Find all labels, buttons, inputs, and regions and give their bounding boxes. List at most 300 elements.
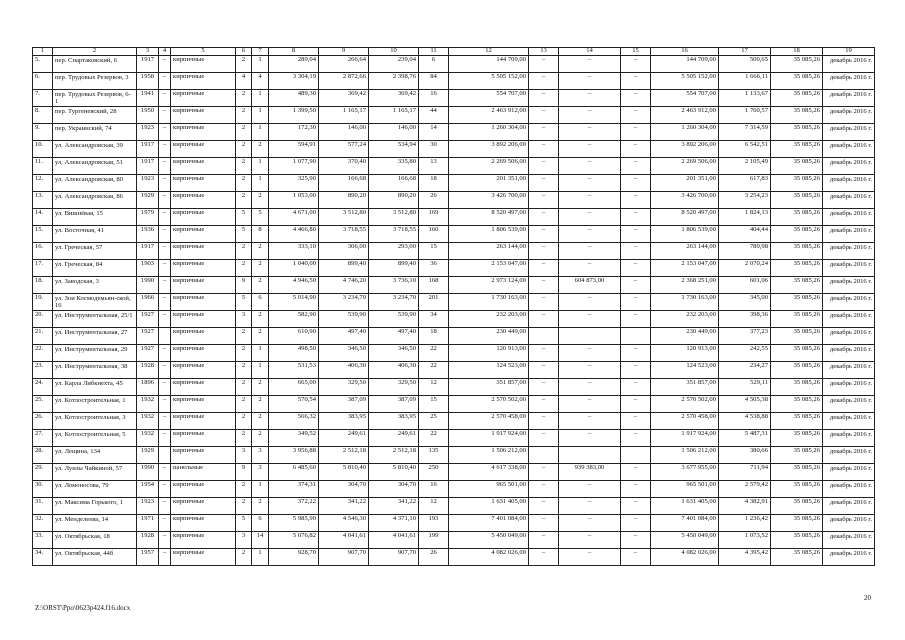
table-row [33, 379, 875, 396]
table-row [33, 226, 875, 243]
floors-cell: 2 [236, 107, 252, 124]
header-cell: 15 [621, 48, 651, 56]
row-number-cell: 25. [33, 396, 53, 413]
residential-area-cell: 907,70 [369, 549, 419, 566]
year-built-cell: 1923 [137, 498, 159, 515]
address-cell: ул. Менделеева, 14 [53, 515, 137, 532]
row-number-cell: 34. [33, 549, 53, 566]
residential-area-cell: 1 165,17 [369, 107, 419, 124]
table-row [33, 90, 875, 107]
living-area-cell: 406,30 [319, 362, 369, 379]
deadline-cell: декабрь 2016 г. [823, 226, 875, 243]
total-area-cell: 570,54 [269, 396, 319, 413]
owners-cost-cell: 144 709,00 [651, 56, 719, 73]
deadline-cell: декабрь 2016 г. [823, 124, 875, 141]
max-cost-cell: 35 085,26 [771, 379, 823, 396]
total-cost-cell: 5 505 152,00 [449, 73, 529, 90]
regional-budget-cell: – [559, 90, 621, 107]
fund-cost-cell: – [529, 345, 559, 362]
residents-cell: 15 [419, 243, 449, 260]
owners-cost-cell: 554 707,00 [651, 90, 719, 107]
local-budget-cell: – [621, 532, 651, 549]
owners-cost-cell: 8 520 497,00 [651, 209, 719, 226]
floors-cell: 2 [236, 243, 252, 260]
wall-material-cell: панельные [171, 464, 236, 481]
wall-material-cell: кирпичные [171, 515, 236, 532]
entrances-cell: 2 [252, 430, 269, 447]
residential-area-cell: 3 512,80 [369, 209, 419, 226]
header-cell: 8 [269, 48, 319, 56]
row-number-cell: 6. [33, 73, 53, 90]
max-cost-cell: 35 085,26 [771, 107, 823, 124]
floors-cell: 2 [236, 362, 252, 379]
address-cell: ул. Вишнёвая, 15 [53, 209, 137, 226]
row-number-cell: 29. [33, 464, 53, 481]
max-cost-cell: 35 085,26 [771, 141, 823, 158]
total-area-cell: 374,31 [269, 481, 319, 498]
wall-material-cell: кирпичные [171, 209, 236, 226]
wall-material-cell: кирпичные [171, 345, 236, 362]
deadline-cell: декабрь 2016 г. [823, 549, 875, 566]
total-area-cell: 349,52 [269, 430, 319, 447]
residential-area-cell: 341,22 [369, 498, 419, 515]
wall-material-cell: кирпичные [171, 549, 236, 566]
regional-budget-cell: – [559, 515, 621, 532]
entrances-cell: 2 [252, 243, 269, 260]
year-built-cell: 1929 [137, 447, 159, 464]
owners-cost-cell: 120 913,00 [651, 345, 719, 362]
table-row [33, 243, 875, 260]
wall-material-cell: кирпичные [171, 379, 236, 396]
total-area-cell: 1 077,90 [269, 158, 319, 175]
max-cost-cell: 35 085,26 [771, 124, 823, 141]
header-cell: 19 [823, 48, 875, 56]
wall-material-cell: кирпичные [171, 158, 236, 175]
address-cell: ул. Максима Горького, 1 [53, 498, 137, 515]
total-cost-cell: 1 806 539,00 [449, 226, 529, 243]
max-cost-cell: 35 085,26 [771, 175, 823, 192]
deadline-cell: декабрь 2016 г. [823, 447, 875, 464]
fund-cost-cell: – [529, 549, 559, 566]
owners-cost-cell: 263 144,00 [651, 243, 719, 260]
living-area-cell: 166,68 [319, 175, 369, 192]
residents-cell: 34 [419, 311, 449, 328]
living-area-cell: 370,40 [319, 158, 369, 175]
residential-area-cell: 304,70 [369, 481, 419, 498]
entrances-cell: 1 [252, 362, 269, 379]
total-area-cell: 6 485,60 [269, 464, 319, 481]
row-number-cell: 8. [33, 107, 53, 124]
floors-cell: 2 [236, 90, 252, 107]
living-area-cell: 3 512,80 [319, 209, 369, 226]
wall-material-cell: кирпичные [171, 413, 236, 430]
deadline-cell: декабрь 2016 г. [823, 328, 875, 345]
cost-per-sqm-cell: 4 538,88 [719, 413, 771, 430]
total-cost-cell: 1 260 304,00 [449, 124, 529, 141]
entrances-cell: 1 [252, 549, 269, 566]
wall-material-cell: кирпичные [171, 481, 236, 498]
table-row [33, 413, 875, 430]
entrances-cell: 2 [252, 141, 269, 158]
residents-cell: 135 [419, 447, 449, 464]
residential-area-cell: 5 810,40 [369, 464, 419, 481]
residents-cell: 14 [419, 124, 449, 141]
living-area-cell: 497,40 [319, 328, 369, 345]
total-area-cell: 333,10 [269, 243, 319, 260]
deadline-cell: декабрь 2016 г. [823, 175, 875, 192]
residents-cell: 22 [419, 362, 449, 379]
year-renovated-cell: – [159, 175, 171, 192]
deadline-cell: декабрь 2016 г. [823, 294, 875, 311]
cost-per-sqm-cell: 1 666,11 [719, 73, 771, 90]
regional-budget-cell: – [559, 260, 621, 277]
max-cost-cell: 35 085,26 [771, 481, 823, 498]
table-row [33, 464, 875, 481]
deadline-cell: декабрь 2016 г. [823, 192, 875, 209]
address-cell: ул. Александровская, 39 [53, 141, 137, 158]
table-row [33, 345, 875, 362]
local-budget-cell: – [621, 498, 651, 515]
header-cell: 9 [319, 48, 369, 56]
residents-cell: 168 [419, 277, 449, 294]
floors-cell: 3 [236, 532, 252, 549]
residential-area-cell: 383,95 [369, 413, 419, 430]
total-cost-cell: 351 857,00 [449, 379, 529, 396]
header-cell: 18 [771, 48, 823, 56]
total-cost-cell: 120 913,00 [449, 345, 529, 362]
max-cost-cell: 35 085,26 [771, 549, 823, 566]
cost-per-sqm-cell: 4 505,38 [719, 396, 771, 413]
year-built-cell: 1954 [137, 481, 159, 498]
row-number-cell: 14. [33, 209, 53, 226]
total-area-cell: 610,90 [269, 328, 319, 345]
floors-cell: 2 [236, 498, 252, 515]
deadline-cell: декабрь 2016 г. [823, 107, 875, 124]
row-number-cell: 11. [33, 158, 53, 175]
floors-cell: 2 [236, 175, 252, 192]
residential-area-cell: 406,30 [369, 362, 419, 379]
year-built-cell: 1932 [137, 413, 159, 430]
owners-cost-cell: 1 260 304,00 [651, 124, 719, 141]
owners-cost-cell: 3 892 206,00 [651, 141, 719, 158]
total-area-cell: 4 671,00 [269, 209, 319, 226]
year-renovated-cell: – [159, 209, 171, 226]
cost-per-sqm-cell: 234,27 [719, 362, 771, 379]
year-built-cell: 1923 [137, 175, 159, 192]
total-area-cell: 289,04 [269, 56, 319, 73]
address-cell: ул. Александровская, 86 [53, 192, 137, 209]
total-cost-cell: 4 617 338,00 [449, 464, 529, 481]
total-cost-cell: 4 082 026,00 [449, 549, 529, 566]
year-renovated-cell: – [159, 515, 171, 532]
max-cost-cell: 35 085,26 [771, 192, 823, 209]
fund-cost-cell: – [529, 515, 559, 532]
owners-cost-cell: 2 463 912,00 [651, 107, 719, 124]
year-renovated-cell: – [159, 549, 171, 566]
residents-cell: 201 [419, 294, 449, 311]
row-number-cell: 23. [33, 362, 53, 379]
table-row [33, 396, 875, 413]
deadline-cell: декабрь 2016 г. [823, 515, 875, 532]
fund-cost-cell: – [529, 294, 559, 311]
year-built-cell: 1917 [137, 243, 159, 260]
entrances-cell: 3 [252, 447, 269, 464]
deadline-cell: декабрь 2016 г. [823, 430, 875, 447]
living-area-cell: 341,22 [319, 498, 369, 515]
header-cell: 1 [33, 48, 53, 56]
table-body [33, 48, 875, 566]
entrances-cell: 6 [252, 515, 269, 532]
floors-cell: 2 [236, 328, 252, 345]
year-renovated-cell [159, 328, 171, 345]
residential-area-cell: 239,04 [369, 56, 419, 73]
total-cost-cell: 965 501,00 [449, 481, 529, 498]
year-built-cell: 1927 [137, 311, 159, 328]
max-cost-cell: 35 085,26 [771, 243, 823, 260]
regional-budget-cell: – [559, 413, 621, 430]
total-cost-cell: 201 351,00 [449, 175, 529, 192]
wall-material-cell: кирпичные [171, 294, 236, 311]
living-area-cell: 890,20 [319, 192, 369, 209]
regional-budget-cell: – [559, 379, 621, 396]
total-area-cell: 594,91 [269, 141, 319, 158]
living-area-cell: 4 746,20 [319, 277, 369, 294]
local-budget-cell: – [621, 464, 651, 481]
address-cell: ул. Октябрьская, 18 [53, 532, 137, 549]
max-cost-cell: 35 085,26 [771, 260, 823, 277]
local-budget-cell: – [621, 90, 651, 107]
residents-cell: 30 [419, 141, 449, 158]
table-row [33, 532, 875, 549]
regional-budget-cell: – [559, 73, 621, 90]
total-area-cell: 928,70 [269, 549, 319, 566]
fund-cost-cell: – [529, 430, 559, 447]
row-number-cell: 20. [33, 311, 53, 328]
total-area-cell: 1 399,50 [269, 107, 319, 124]
year-renovated-cell [159, 447, 171, 464]
table-row [33, 141, 875, 158]
entrances-cell: 1 [252, 175, 269, 192]
regional-budget-cell: – [559, 498, 621, 515]
year-built-cell: 1903 [137, 260, 159, 277]
local-budget-cell: – [621, 277, 651, 294]
living-area-cell: 329,50 [319, 379, 369, 396]
table-row [33, 192, 875, 209]
living-area-cell: 146,00 [319, 124, 369, 141]
regional-budget-cell: – [559, 294, 621, 311]
total-area-cell: 566,32 [269, 413, 319, 430]
owners-cost-cell: 2 368 251,00 [651, 277, 719, 294]
residential-area-cell: 329,50 [369, 379, 419, 396]
cost-per-sqm-cell: 601,06 [719, 277, 771, 294]
table-row [33, 498, 875, 515]
year-renovated-cell: – [159, 464, 171, 481]
row-number-cell: 7. [33, 90, 53, 107]
year-renovated-cell: – [159, 260, 171, 277]
max-cost-cell: 35 085,26 [771, 311, 823, 328]
year-built-cell: 1979 [137, 209, 159, 226]
owners-cost-cell: 3 426 700,00 [651, 192, 719, 209]
total-cost-cell: 2 153 047,00 [449, 260, 529, 277]
year-built-cell: 1928 [137, 362, 159, 379]
deadline-cell: декабрь 2016 г. [823, 498, 875, 515]
cost-per-sqm-cell: 2 579,42 [719, 481, 771, 498]
year-renovated-cell: – [159, 362, 171, 379]
fund-cost-cell: – [529, 226, 559, 243]
fund-cost-cell: – [529, 464, 559, 481]
cost-per-sqm-cell: 345,00 [719, 294, 771, 311]
floors-cell: 2 [236, 141, 252, 158]
local-budget-cell: – [621, 396, 651, 413]
address-cell: ул. Карла Либкнехта, 45 [53, 379, 137, 396]
residents-cell: 26 [419, 192, 449, 209]
header-cell: 10 [369, 48, 419, 56]
residents-cell: 18 [419, 328, 449, 345]
local-budget-cell: – [621, 294, 651, 311]
entrances-cell: 14 [252, 532, 269, 549]
address-cell: ул. Октябрьская, 44б [53, 549, 137, 566]
max-cost-cell: 35 085,26 [771, 73, 823, 90]
regional-budget-cell: – [559, 362, 621, 379]
residents-cell: 16 [419, 90, 449, 107]
address-cell: ул. Греческая, 84 [53, 260, 137, 277]
total-area-cell: 582,90 [269, 311, 319, 328]
address-cell: ул. Зои Космодемьян-ской, 16 [53, 294, 137, 311]
regional-budget-cell: – [559, 107, 621, 124]
row-number-cell: 5. [33, 56, 53, 73]
total-cost-cell: 8 520 497,00 [449, 209, 529, 226]
local-budget-cell: – [621, 260, 651, 277]
living-area-cell: 306,00 [319, 243, 369, 260]
wall-material-cell: кирпичные [171, 226, 236, 243]
wall-material-cell: кирпичные [171, 124, 236, 141]
floors-cell: 2 [236, 192, 252, 209]
entrances-cell: 1 [252, 107, 269, 124]
total-cost-cell: 2 570 458,00 [449, 413, 529, 430]
cost-per-sqm-cell: 529,11 [719, 379, 771, 396]
fund-cost-cell: – [529, 73, 559, 90]
fund-cost-cell: – [529, 362, 559, 379]
year-renovated-cell: – [159, 107, 171, 124]
regional-budget-cell: – [559, 430, 621, 447]
deadline-cell: декабрь 2016 г. [823, 532, 875, 549]
local-budget-cell: – [621, 362, 651, 379]
total-cost-cell: 1 917 924,00 [449, 430, 529, 447]
floors-cell: 5 [236, 209, 252, 226]
local-budget-cell: – [621, 209, 651, 226]
deadline-cell: декабрь 2016 г. [823, 141, 875, 158]
fund-cost-cell [529, 328, 559, 345]
year-renovated-cell: – [159, 294, 171, 311]
max-cost-cell: 35 085,26 [771, 464, 823, 481]
floors-cell: 4 [236, 73, 252, 90]
address-cell: пер. Трудовых Резервов, 6- 1 [53, 90, 137, 107]
entrances-cell: 2 [252, 260, 269, 277]
entrances-cell: 1 [252, 56, 269, 73]
year-built-cell: 1966 [137, 294, 159, 311]
local-budget-cell: – [621, 311, 651, 328]
regional-budget-cell: – [559, 141, 621, 158]
deadline-cell: декабрь 2016 г. [823, 396, 875, 413]
residential-area-cell: 534,94 [369, 141, 419, 158]
year-renovated-cell: – [159, 379, 171, 396]
address-cell: ул. Александровская, 80 [53, 175, 137, 192]
cost-per-sqm-cell: 1 236,42 [719, 515, 771, 532]
header-cell: 4 [159, 48, 171, 56]
owners-cost-cell: 124 523,00 [651, 362, 719, 379]
total-cost-cell: 7 401 084,00 [449, 515, 529, 532]
owners-cost-cell: 1 730 163,00 [651, 294, 719, 311]
year-built-cell: 1990 [137, 277, 159, 294]
deadline-cell: декабрь 2016 г. [823, 464, 875, 481]
residents-cell: 160 [419, 226, 449, 243]
page-number: 20 [864, 594, 871, 602]
address-cell: ул. Восточная, 41 [53, 226, 137, 243]
year-renovated-cell: – [159, 192, 171, 209]
row-number-cell: 16. [33, 243, 53, 260]
floors-cell: 3 [236, 311, 252, 328]
table-row [33, 124, 875, 141]
living-area-cell: 539,90 [319, 311, 369, 328]
cost-per-sqm-cell: 2 070,24 [719, 260, 771, 277]
wall-material-cell: кирпичные [171, 532, 236, 549]
living-area-cell: 907,70 [319, 549, 369, 566]
wall-material-cell: кирпичные [171, 498, 236, 515]
header-cell: 3 [137, 48, 159, 56]
max-cost-cell: 35 085,26 [771, 396, 823, 413]
living-area-cell: 346,50 [319, 345, 369, 362]
year-renovated-cell: – [159, 141, 171, 158]
owners-cost-cell: 232 203,00 [651, 311, 719, 328]
total-area-cell: 5 076,82 [269, 532, 319, 549]
residential-area-cell: 4 371,10 [369, 515, 419, 532]
fund-cost-cell: – [529, 311, 559, 328]
max-cost-cell: 35 085,26 [771, 498, 823, 515]
fund-cost-cell: – [529, 158, 559, 175]
residents-cell: 12 [419, 379, 449, 396]
address-cell: пер. Трудовых Резервов, 3 [53, 73, 137, 90]
cost-per-sqm-cell: 1 133,67 [719, 90, 771, 107]
year-built-cell: 1927 [137, 328, 159, 345]
table-row [33, 362, 875, 379]
year-renovated-cell: – [159, 532, 171, 549]
cost-per-sqm-cell: 5 487,31 [719, 430, 771, 447]
residential-area-cell: 890,20 [369, 192, 419, 209]
header-cell: 2 [53, 48, 137, 56]
year-renovated-cell: – [159, 226, 171, 243]
residential-area-cell: 335,80 [369, 158, 419, 175]
wall-material-cell: кирпичные [171, 192, 236, 209]
address-cell: ул. Греческая, 57 [53, 243, 137, 260]
total-area-cell: 531,53 [269, 362, 319, 379]
regional-budget-cell: – [559, 345, 621, 362]
floors-cell: 9 [236, 464, 252, 481]
regional-budget-cell: – [559, 243, 621, 260]
regional-budget-cell: – [559, 311, 621, 328]
wall-material-cell: кирпичные [171, 73, 236, 90]
residential-area-cell: 539,90 [369, 311, 419, 328]
row-number-cell: 24. [33, 379, 53, 396]
year-built-cell: 1941 [137, 90, 159, 107]
table-row [33, 277, 875, 294]
total-area-cell: 4 946,50 [269, 277, 319, 294]
address-cell: ул. Котлостроительная, 3 [53, 413, 137, 430]
table-row [33, 158, 875, 175]
address-cell: ул. Лещина, 134 [53, 447, 137, 464]
total-cost-cell: 144 709,00 [449, 56, 529, 73]
row-number-cell: 21. [33, 328, 53, 345]
table-row [33, 294, 875, 311]
